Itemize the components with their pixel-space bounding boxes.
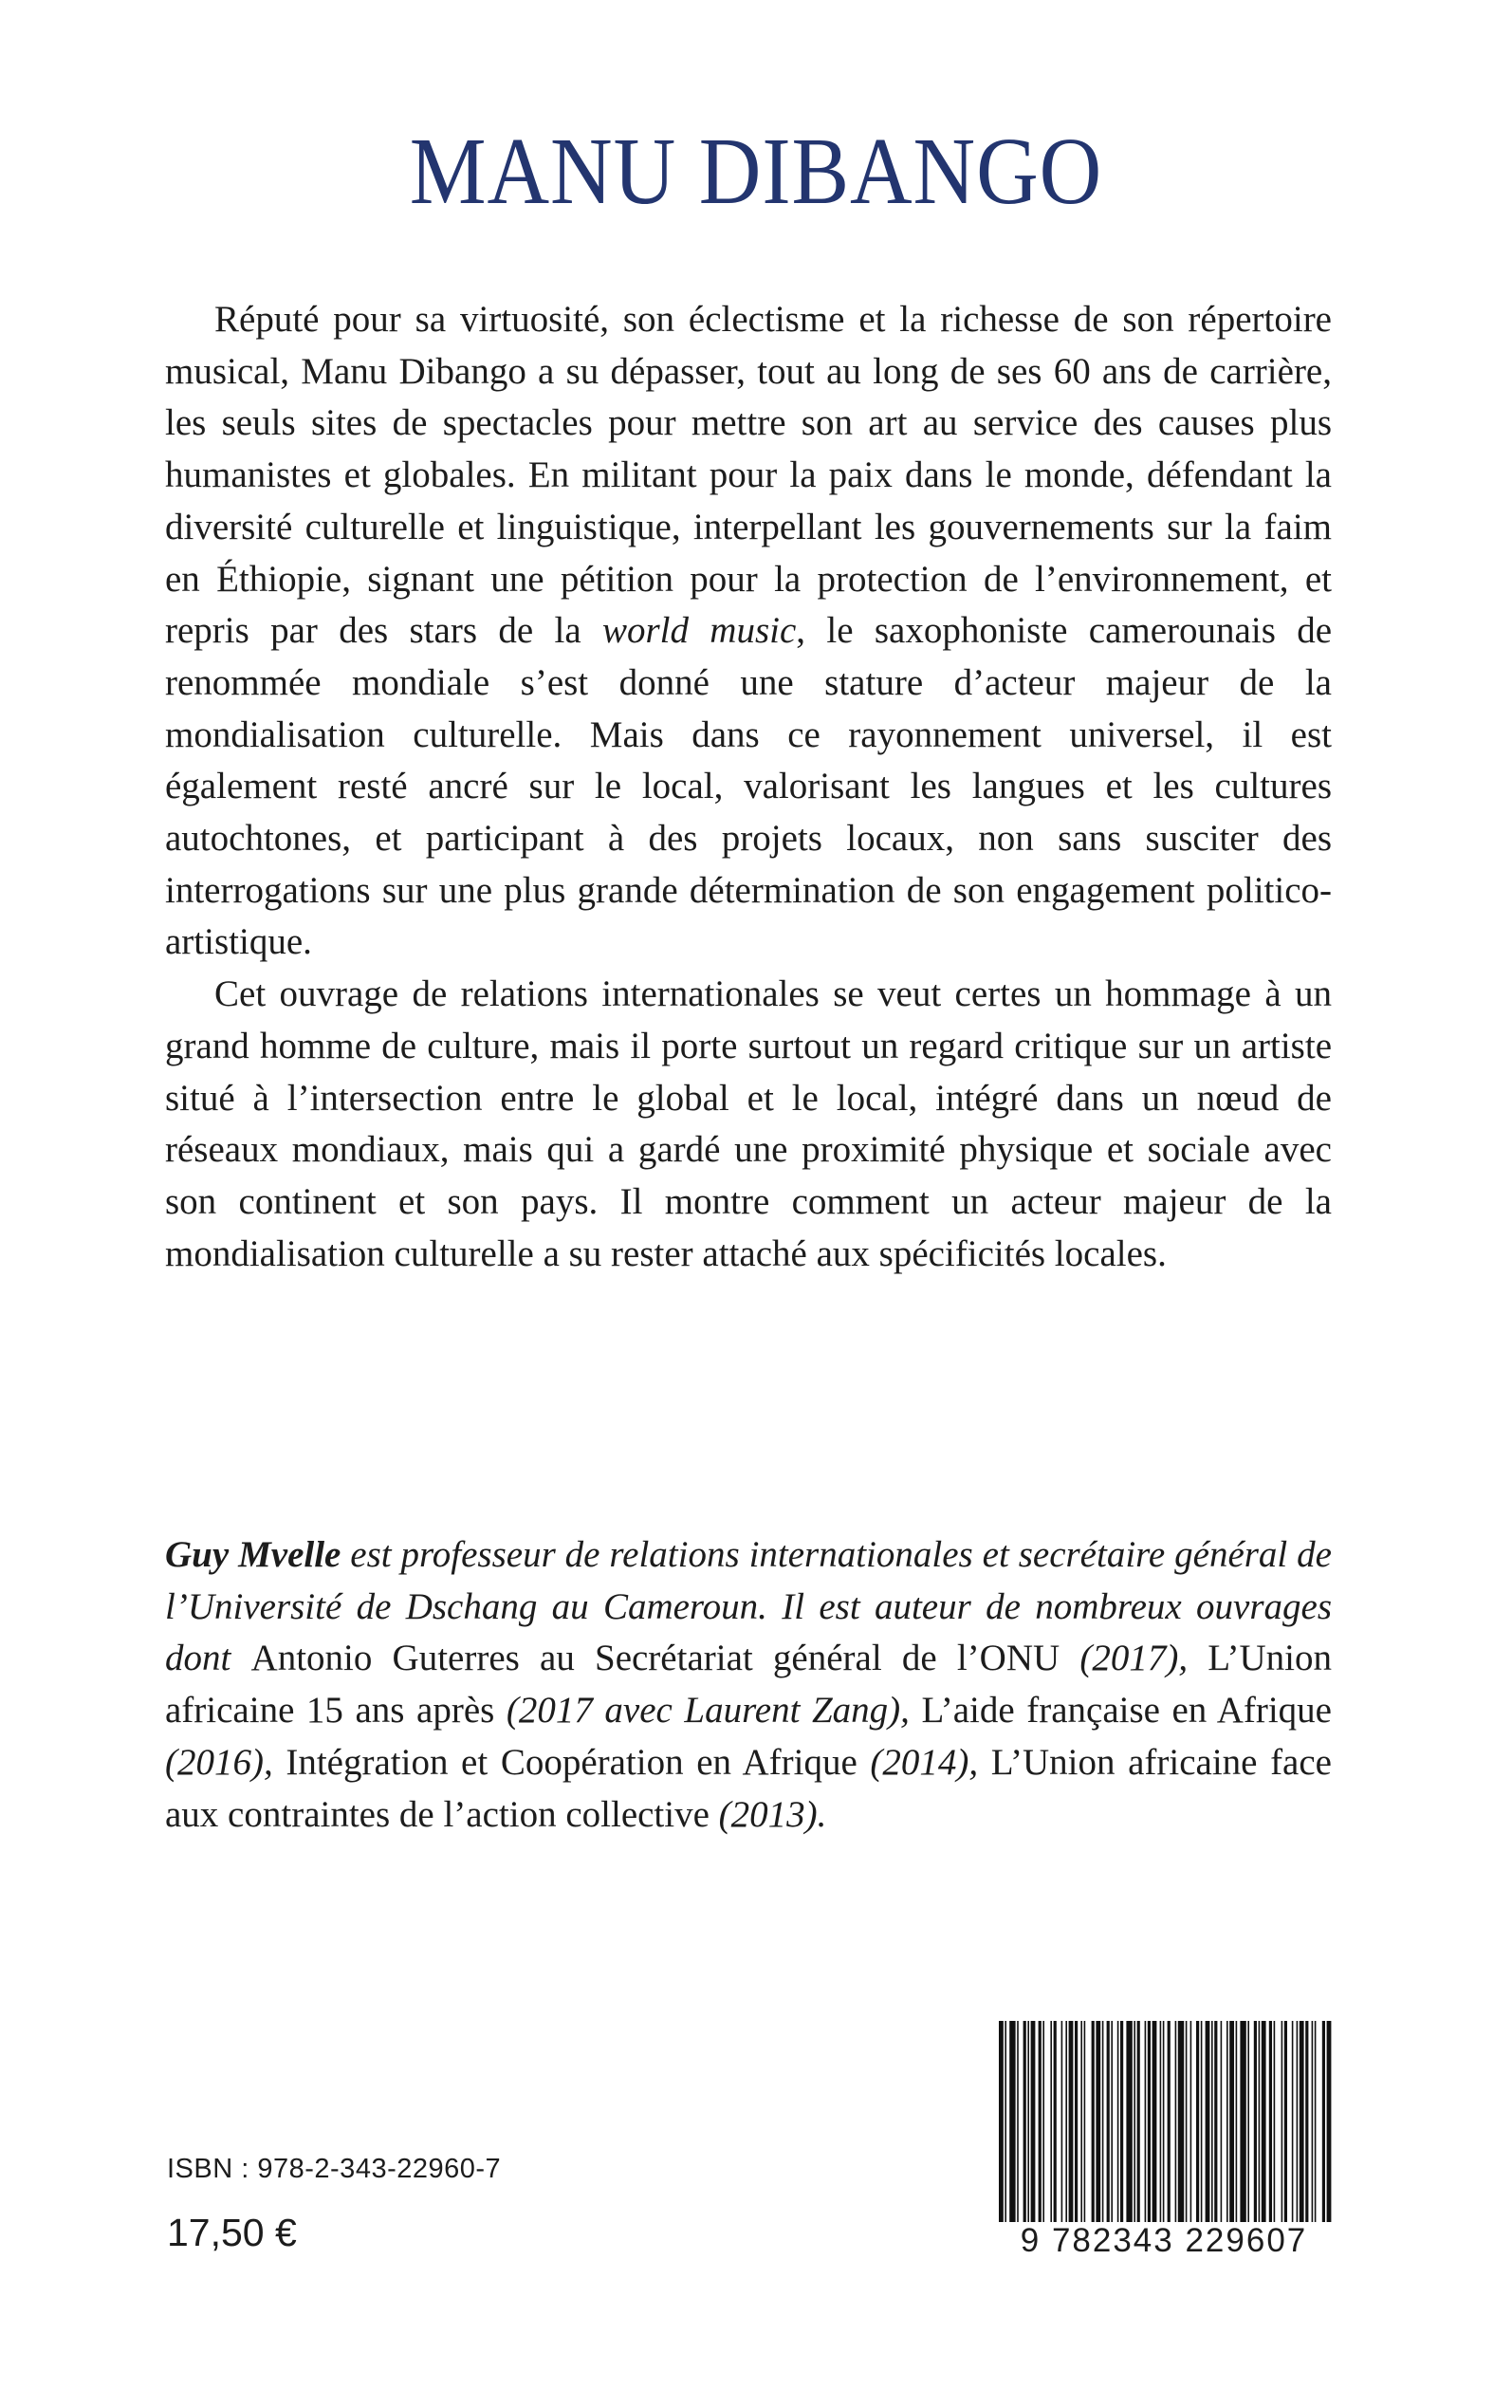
barcode-bars: [993, 2021, 1335, 2232]
bio-intro: est professeur de relations internationales et secrétaire général de l’Université de Dschang au Cameroun. Il est auteur de nombreux ouvrages dont: [165, 1534, 1332, 1679]
book-title: MANU DIBANGO: [409, 118, 1103, 224]
summary-paragraph-1: [165, 294, 1332, 969]
summary-text: [165, 294, 1332, 1280]
bio-book-1: Antonio Guterres au Secrétariat général de l’ONU: [250, 1638, 1060, 1679]
bio-book-3: L’aide française en Afrique: [921, 1690, 1332, 1732]
paragraph-1-italic: world music: [601, 610, 797, 652]
bio-year-5: (2013).: [709, 1793, 827, 1835]
barcode: [993, 2021, 1335, 2262]
barcode-digits: 9 782343 229607: [993, 2222, 1335, 2260]
paragraph-1-start: Réputé pour sa virtuosité, son éclectisme et la richesse de son répertoire musical, Manu Dibango a su dépasser, tout au long de ses 60 ans de carrière, les seuls sites de spectacles pour mettre son art au service des causes plus humanistes et globales. En militant pour la paix dans le monde, défendant la diversité culturelle et linguistique, interpellant les gouvernements sur la faim en Éthiopie, signant une pétition pour la protection de l’environnement, et repris par des stars de la: [165, 299, 1332, 652]
bio-book-4: Intégration et Coopération en Afrique: [286, 1741, 857, 1783]
bio-book-2: L’Union africaine 15 ans après: [165, 1638, 1332, 1732]
bio-book-5: L’Union africaine face aux contraintes de l’action collective: [165, 1741, 1332, 1835]
summary-paragraph-2: Cet ouvrage de relations internationales se veut certes un hommage à un grand homme de culture, mais il porte surtout un regard critique sur un artiste situé à l’intersection entre le global et le local, intégré dans un nœud de réseaux mondiaux, mais qui a gardé une proximité physique et sociale avec son continent et son pays. Il montre comment un acteur majeur de la mondialisation culturelle a su rester attaché aux spécificités locales.: [165, 973, 1332, 1274]
paragraph-1-end: , le saxophoniste camerounais de renommée mondiale s’est donné une stature d’acteur majeur de la mondialisation culturelle. Mais dans ce rayonnement universel, il est également resté ancré sur le local, valorisant les langues et les cultures autochtones, et participant à des projets locaux, non sans susciter des interrogations sur une plus grande détermination de son engagement politico-artistique.: [165, 610, 1333, 963]
bio-year-3: (2016),: [165, 1741, 286, 1783]
price-text: 17,50 €: [167, 2211, 297, 2254]
author-name: Guy Mvelle: [165, 1534, 341, 1575]
bio-year-1: (2017),: [1060, 1638, 1208, 1679]
isbn-text: ISBN : 978-2-343-22960-7: [167, 2154, 502, 2184]
author-bio: [165, 1529, 1332, 1841]
bio-year-4: (2014),: [857, 1741, 991, 1783]
bio-year-2: (2017 avec Laurent Zang),: [494, 1690, 922, 1732]
